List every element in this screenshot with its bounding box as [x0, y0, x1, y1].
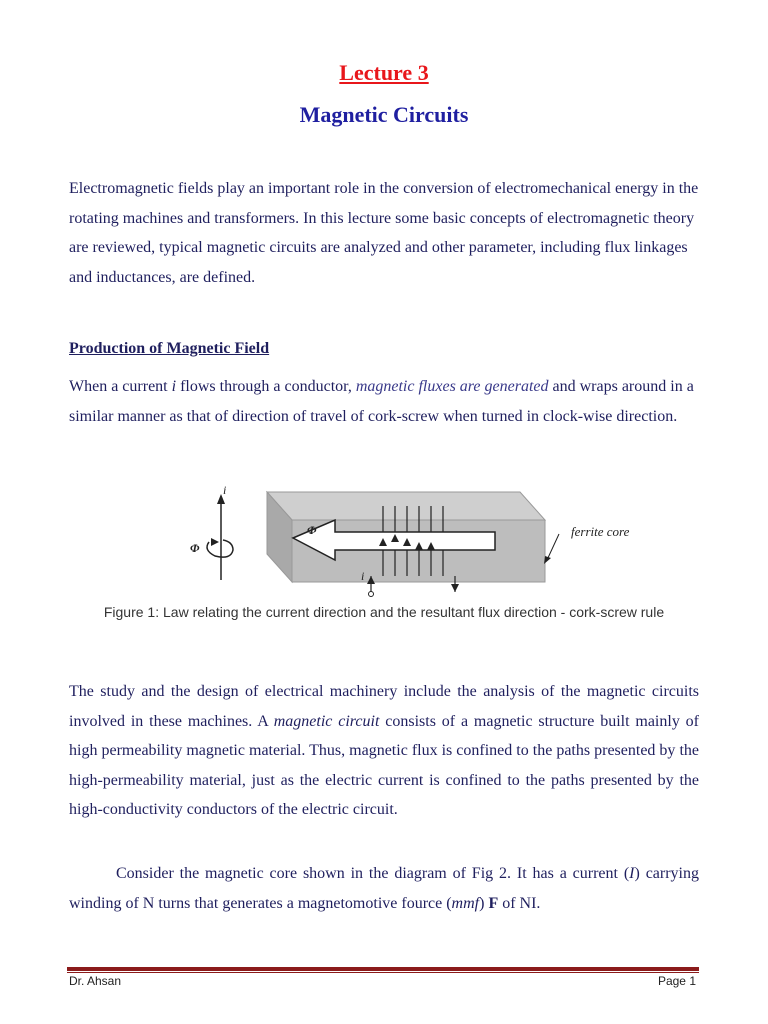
label-i-top: i	[223, 483, 227, 497]
text-run: and wraps around in a similar manner as that of direction of travel of cork-screw when turned in clock-wise direction.	[69, 378, 694, 425]
lead-out-arrow-icon	[451, 584, 459, 592]
text-run: When a current	[69, 378, 172, 395]
italic-mmf: mmf	[451, 894, 480, 912]
italic-current-symbol: I	[629, 865, 635, 882]
lecture-title: Lecture 3	[339, 60, 429, 85]
paragraph-magnetic-circuit	[69, 677, 699, 825]
page-title: Magnetic Circuits	[299, 102, 469, 127]
figure-caption: Figure 1: Law relating the current direction and the resultant flux direction - cork-screw rule	[103, 604, 665, 620]
text-run: consists of a magnetic structure built mainly of high permeability magnetic material. Thus, magnetic flux is confined to the paths presented by the high-permeability material, just as the electric current is confined to the paths presented by the high-conductivity conductors of the electric circuit.	[69, 712, 699, 819]
paragraph-current-flux	[69, 372, 699, 431]
flux-loop-arrowhead-icon	[211, 538, 219, 546]
italic-emphasis: magnetic fluxes are generated	[355, 378, 549, 395]
intro-paragraph: Electromagnetic fields play an important role in the conversion of electromechanical energy in the rotating machines and transformers. In this lecture some basic concepts of electromagnetic theory are reviewed, typical magnetic circuits are analyzed and other parameter, including flux linkages and inductances, are defined.	[69, 180, 699, 286]
label-phi-core: Φ	[307, 523, 317, 537]
text-run: )	[479, 894, 489, 912]
figure-cork-screw-rule	[175, 480, 655, 600]
italic-emphasis: magnetic circuit	[273, 712, 380, 730]
text-run: of NI.	[498, 894, 541, 912]
text-run: flows through a conductor,	[176, 378, 356, 395]
paragraph-magnetic-core	[69, 859, 699, 918]
italic-current-symbol: i	[171, 378, 177, 395]
ferrite-core-diagram	[175, 480, 655, 600]
text-run: The study and the design of electrical machinery include the analysis of the magnetic circuits involved in these machines. A	[69, 683, 699, 730]
core-top-face	[267, 492, 545, 520]
terminal-in-icon	[369, 592, 374, 597]
core-leader-arrow-icon	[544, 556, 551, 564]
label-phi: Φ	[190, 541, 200, 555]
footer-rule	[67, 967, 699, 971]
label-ferrite-core: ferrite core	[571, 524, 630, 539]
text-run: Consider the magnetic core shown in the diagram of Fig 2. It has a current (	[116, 865, 630, 882]
core-leader-line	[547, 534, 559, 560]
label-i-bottom: i	[361, 569, 365, 583]
footer-author: Dr. Ahsan	[69, 974, 122, 988]
text-run: ) carrying winding of N turns that generates a magnetomotive fource (	[69, 865, 699, 912]
section-heading: Production of Magnetic Field	[69, 340, 270, 357]
bold-symbol-f: F	[488, 894, 499, 912]
flux-loop-icon	[207, 540, 233, 557]
footer-page-number: Page 1	[657, 974, 696, 988]
